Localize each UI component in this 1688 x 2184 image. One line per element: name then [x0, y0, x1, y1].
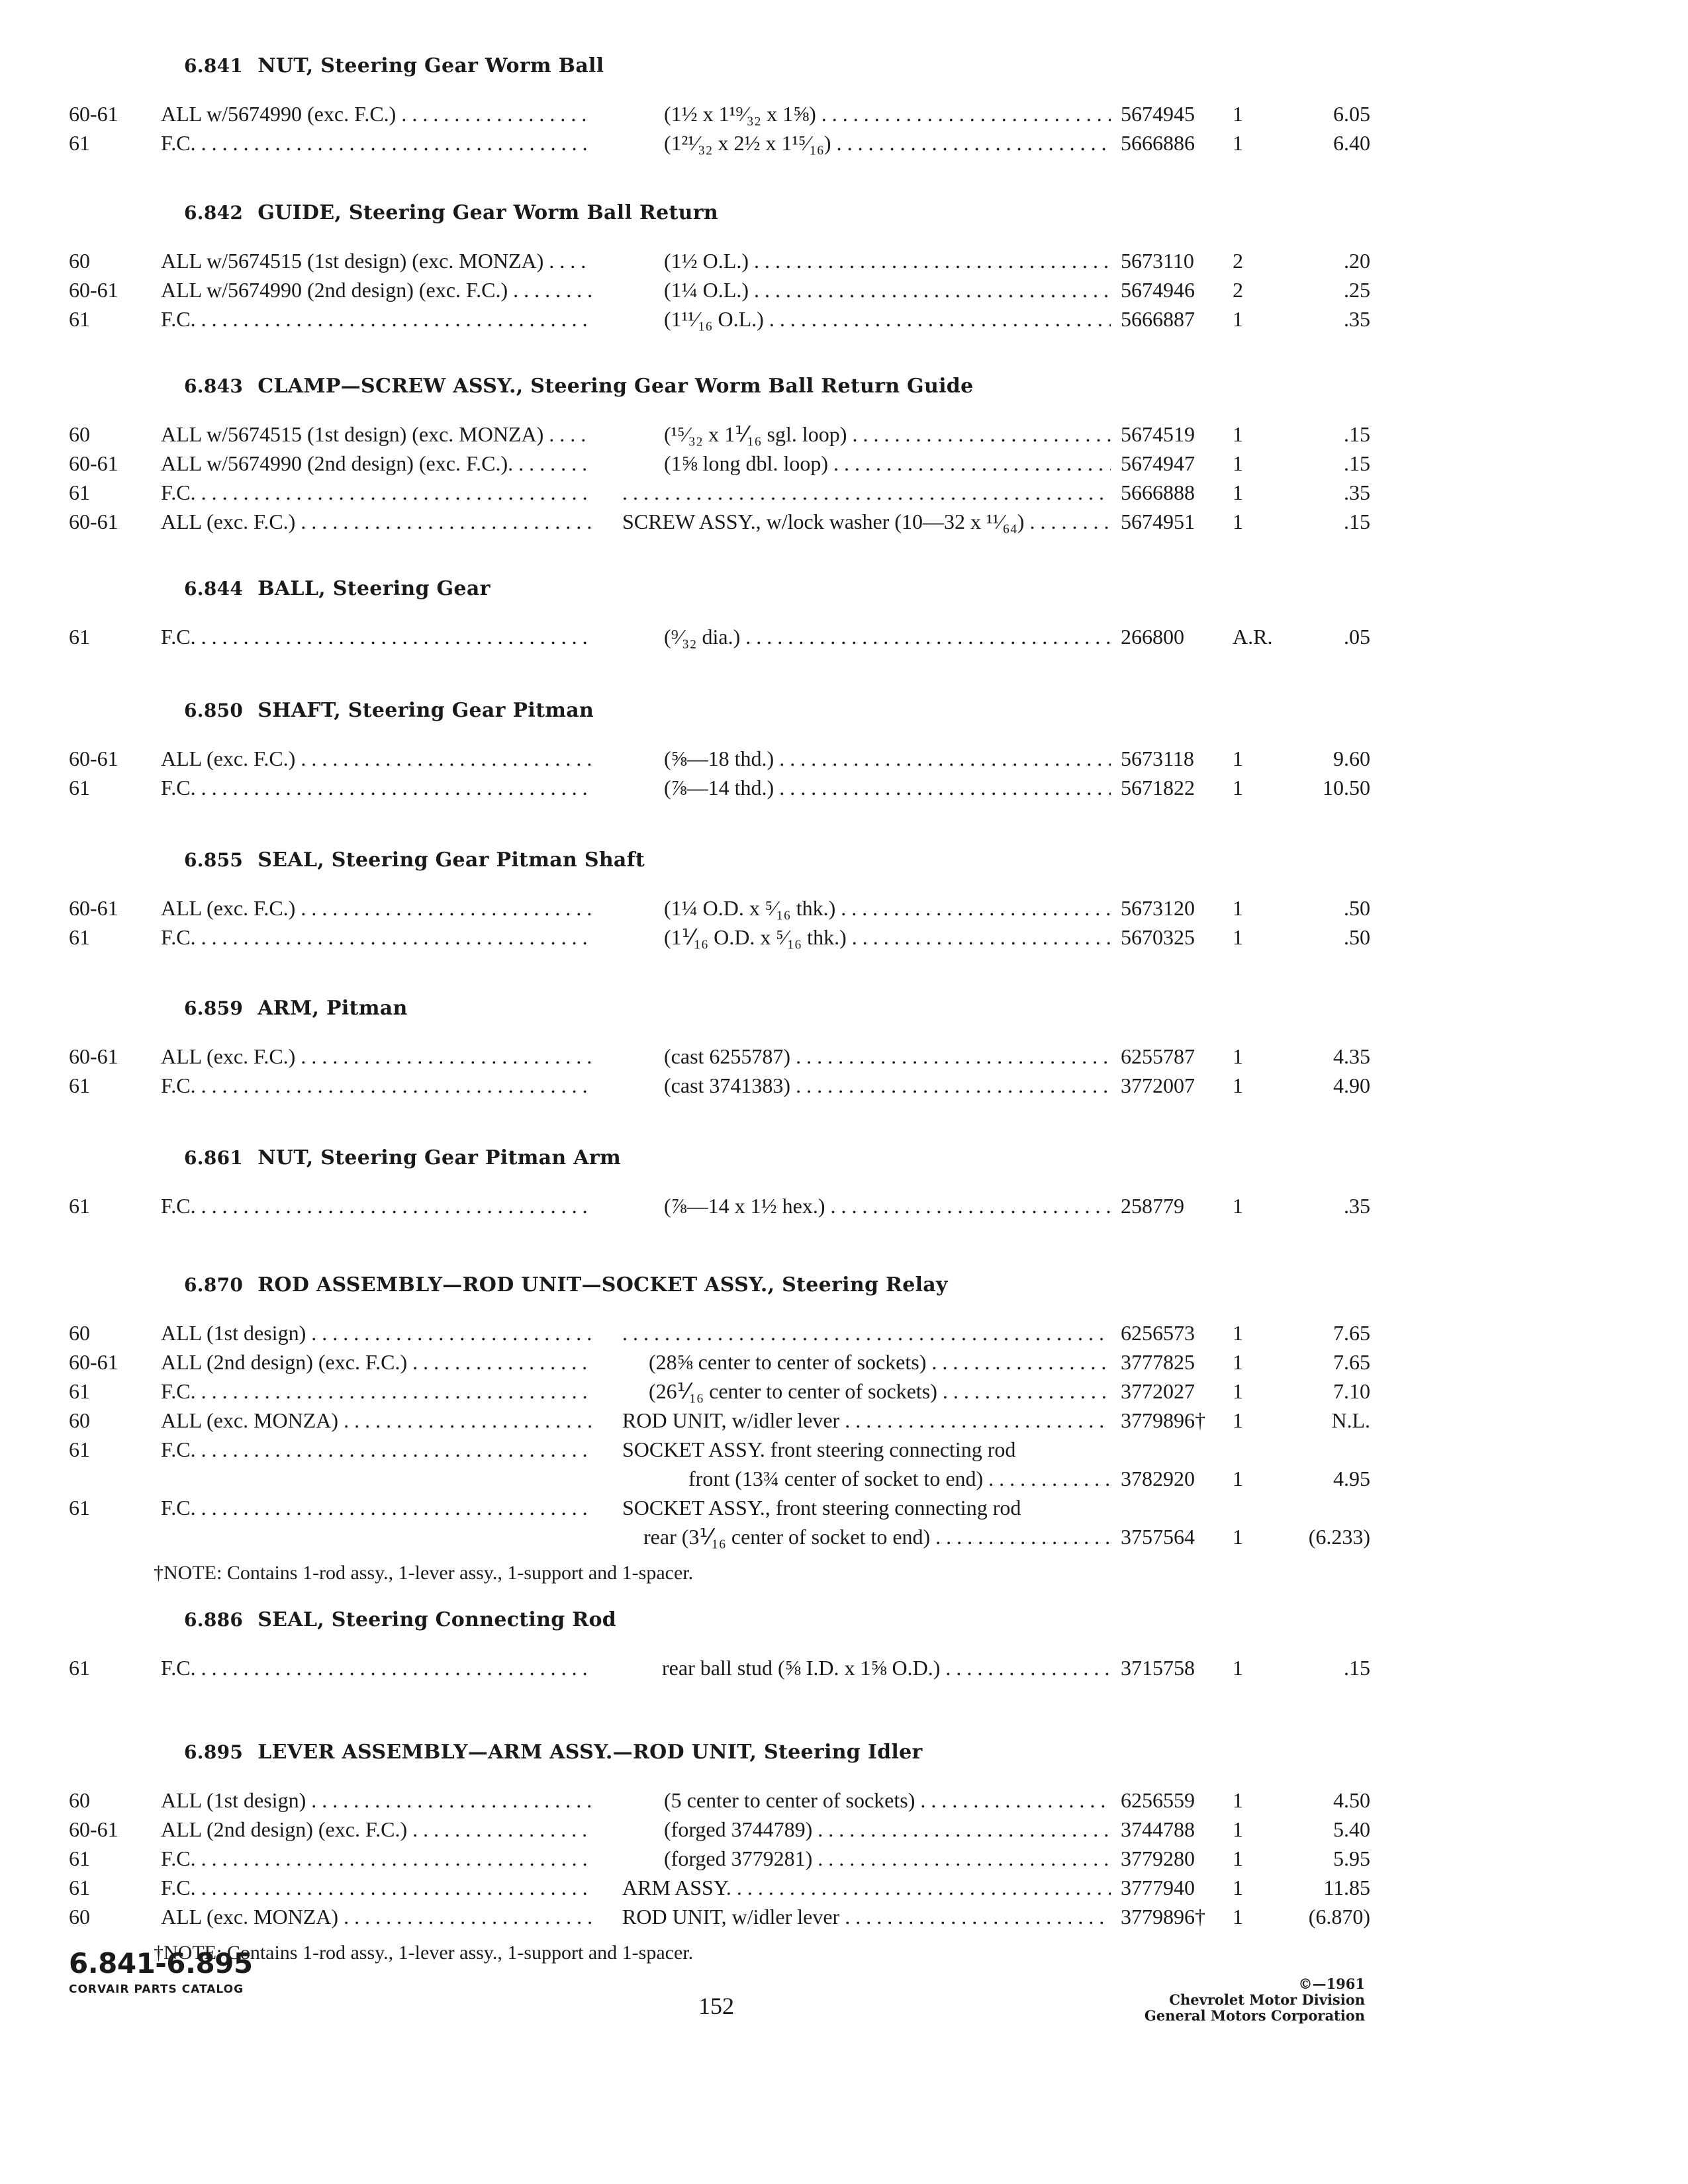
part-number-cell: 3779896† — [1121, 1905, 1205, 1929]
price-cell: 4.50 — [1333, 1788, 1370, 1812]
part-row — [0, 1816, 1688, 1845]
description-cell: SOCKET ASSY., front steering connecting rod — [622, 1496, 1021, 1520]
year-cell: 60-61 — [69, 278, 118, 302]
part-row — [0, 1072, 1688, 1101]
quantity-cell: 1 — [1233, 480, 1243, 504]
quantity-cell: 1 — [1233, 307, 1243, 331]
quantity-cell: 1 — [1233, 1379, 1243, 1403]
application-cell: F.C. . . . — [161, 130, 591, 156]
application-cell: F.C. . . . — [161, 306, 591, 332]
application-cell: ALL (exc. F.C.) . . . — [161, 508, 591, 535]
part-number-cell: 5674951 — [1121, 510, 1195, 533]
application-cell: F.C. . . . — [161, 623, 591, 650]
section-number: 6.895 — [184, 1741, 244, 1763]
part-number-cell: 3757564 — [1121, 1525, 1195, 1549]
part-number-cell: 5674946 — [1121, 278, 1195, 302]
part-number-cell: 3777940 — [1121, 1876, 1195, 1899]
year-cell: 61 — [69, 1379, 90, 1403]
part-row — [0, 1655, 1688, 1684]
year-cell: 61 — [69, 480, 90, 504]
application-cell: F.C. . . . — [161, 1655, 591, 1681]
description-cell: (forged 3744789) . . . — [664, 1816, 1111, 1843]
quantity-cell: 1 — [1233, 925, 1243, 949]
application-cell: ALL (exc. F.C.) . . . — [161, 745, 591, 772]
part-number-cell: 6256559 — [1121, 1788, 1195, 1812]
description-cell: (1½ x 1¹⁹⁄₃₂ x 1⅝) . . . — [664, 101, 1111, 127]
section-heading — [184, 577, 491, 600]
year-cell: 61 — [69, 925, 90, 949]
page-number: 152 — [698, 1993, 734, 2019]
section-title: SHAFT, Steering Gear Pitman — [258, 699, 594, 722]
section-heading — [184, 848, 645, 872]
part-row — [0, 1043, 1688, 1072]
part-row — [0, 508, 1688, 537]
application-cell: ALL w/5674990 (exc. F.C.) . . . — [161, 101, 591, 127]
description-cell: (⅞—14 x 1½ hex.) . . . — [664, 1193, 1111, 1219]
quantity-cell: 1 — [1233, 1350, 1243, 1374]
application-cell: ALL w/5674515 (1st design) (exc. MONZA) . . . — [161, 248, 591, 274]
application-cell: ALL w/5674990 (2nd design) (exc. F.C.) . . . — [161, 277, 591, 303]
section-number: 6.855 — [184, 849, 244, 871]
year-cell: 61 — [69, 1876, 90, 1899]
application-cell: ALL (exc. F.C.) . . . — [161, 895, 591, 921]
price-cell: 7.65 — [1333, 1350, 1370, 1374]
part-number-cell: 6256573 — [1121, 1321, 1195, 1345]
section-title: CLAMP—SCREW ASSY., Steering Gear Worm Ball Return Guide — [258, 375, 974, 398]
application-cell: ALL (exc. MONZA) . . . — [161, 1903, 591, 1930]
part-number-cell: 5666887 — [1121, 307, 1195, 331]
part-row — [0, 450, 1688, 479]
application-cell: ALL (1st design) . . . — [161, 1787, 591, 1813]
section-heading — [184, 997, 408, 1020]
quantity-cell: 1 — [1233, 1467, 1243, 1490]
description-cell: (1¼ O.D. x ⁵⁄₁₆ thk.) . . . — [664, 895, 1111, 921]
section-heading — [184, 1146, 621, 1169]
section-heading — [184, 1741, 923, 1764]
year-cell: 60 — [69, 1408, 90, 1432]
quantity-cell: 1 — [1233, 747, 1243, 770]
price-cell: 10.50 — [1323, 776, 1370, 799]
application-cell: F.C. . . . — [161, 924, 591, 950]
price-cell: (6.233) — [1308, 1525, 1370, 1549]
section-note: †NOTE: Contains 1-rod assy., 1-lever assy., 1-support and 1-spacer. — [154, 1562, 694, 1584]
part-number-cell: 3782920 — [1121, 1467, 1195, 1490]
application-cell: ALL (2nd design) (exc. F.C.) . . . — [161, 1349, 591, 1375]
description-cell: (⁹⁄₃₂ dia.) . . . — [664, 623, 1111, 650]
year-cell: 60 — [69, 1321, 90, 1345]
description-cell: rear (3⅟₁₆ center of socket to end) . . . — [643, 1524, 1111, 1550]
section-title: NUT, Steering Gear Pitman Arm — [258, 1146, 621, 1169]
application-cell: F.C. . . . — [161, 1494, 591, 1521]
part-row — [0, 101, 1688, 130]
part-row — [0, 1407, 1688, 1436]
part-number-cell: 5674519 — [1121, 422, 1195, 446]
section-number: 6.842 — [184, 202, 244, 224]
part-number-cell: 5673120 — [1121, 896, 1195, 920]
part-row — [0, 1436, 1688, 1465]
year-cell: 60 — [69, 249, 90, 273]
part-number-cell: 266800 — [1121, 625, 1184, 649]
price-cell: 5.95 — [1333, 1846, 1370, 1870]
part-number-cell: 3772027 — [1121, 1379, 1195, 1403]
application-cell: ALL (2nd design) (exc. F.C.) . . . — [161, 1816, 591, 1843]
price-cell: 7.65 — [1333, 1321, 1370, 1345]
part-number-cell: 5674945 — [1121, 102, 1195, 126]
price-cell: .50 — [1344, 896, 1370, 920]
quantity-cell: 1 — [1233, 1905, 1243, 1929]
section-title: BALL, Steering Gear — [258, 577, 491, 600]
section-number: 6.843 — [184, 375, 244, 397]
copyright-line: ©—1961 — [1298, 1976, 1365, 1992]
application-cell: F.C. . . . — [161, 1874, 591, 1901]
part-row — [0, 745, 1688, 774]
section-heading — [184, 375, 973, 398]
part-number-cell: 3779280 — [1121, 1846, 1195, 1870]
section-heading — [184, 1608, 616, 1631]
part-row — [0, 774, 1688, 803]
part-number-cell: 3744788 — [1121, 1817, 1195, 1841]
description-cell: (⅞—14 thd.) . . . — [664, 774, 1111, 801]
quantity-cell: 1 — [1233, 131, 1243, 155]
year-cell: 60-61 — [69, 1817, 118, 1841]
footer-section-range: 6.841-6.895 — [69, 1947, 253, 1979]
description-cell: (26⅟₁₆ center to center of sockets) . . . — [649, 1378, 1111, 1404]
part-row — [0, 421, 1688, 450]
price-cell: 4.95 — [1333, 1467, 1370, 1490]
price-cell: 4.90 — [1333, 1073, 1370, 1097]
section-heading — [184, 201, 718, 224]
section-number: 6.844 — [184, 578, 244, 600]
application-cell: F.C. . . . — [161, 774, 591, 801]
year-cell: 60-61 — [69, 102, 118, 126]
section-title: LEVER ASSEMBLY—ARM ASSY.—ROD UNIT, Steering Idler — [258, 1741, 923, 1764]
part-number-cell: 5670325 — [1121, 925, 1195, 949]
part-row — [0, 1787, 1688, 1816]
price-cell: 6.05 — [1333, 102, 1370, 126]
year-cell: 61 — [69, 1073, 90, 1097]
price-cell: 6.40 — [1333, 131, 1370, 155]
section-note: †NOTE: Contains 1-rod assy., 1-lever assy., 1-support and 1-spacer. — [154, 1942, 694, 1964]
section-number: 6.859 — [184, 997, 244, 1019]
part-row — [0, 1494, 1688, 1524]
description-cell: (1²¹⁄₃₂ x 2½ x 1¹⁵⁄₁₆) . . . — [664, 130, 1111, 156]
part-row — [0, 1378, 1688, 1407]
quantity-cell: 1 — [1233, 1525, 1243, 1549]
part-number-cell: 3779896† — [1121, 1408, 1205, 1432]
part-row — [0, 623, 1688, 653]
quantity-cell: 1 — [1233, 102, 1243, 126]
section-title: ARM, Pitman — [258, 997, 408, 1020]
description-cell: (forged 3779281) . . . — [664, 1845, 1111, 1872]
application-cell: F.C. . . . — [161, 479, 591, 506]
part-number-cell: 5673110 — [1121, 249, 1194, 273]
part-row — [0, 130, 1688, 159]
part-row — [0, 895, 1688, 924]
year-cell: 61 — [69, 1437, 90, 1461]
year-cell: 60 — [69, 1905, 90, 1929]
quantity-cell: 1 — [1233, 776, 1243, 799]
part-number-cell: 5671822 — [1121, 776, 1195, 799]
section-number: 6.861 — [184, 1147, 244, 1169]
application-cell: F.C. . . . — [161, 1072, 591, 1099]
application-cell: ALL (exc. MONZA) . . . — [161, 1407, 591, 1433]
application-cell: F.C. . . . — [161, 1193, 591, 1219]
description-cell: (1¼ O.L.) . . . — [664, 277, 1111, 303]
part-number-cell: 3772007 — [1121, 1073, 1195, 1097]
part-row — [0, 306, 1688, 335]
section-number: 6.841 — [184, 55, 244, 77]
description-cell: front (13¾ center of socket to end) . . . — [688, 1465, 1111, 1492]
part-row — [0, 248, 1688, 277]
year-cell: 61 — [69, 1496, 90, 1520]
section-heading — [184, 54, 604, 77]
description-cell — [622, 479, 1111, 506]
description-cell: SOCKET ASSY. front steering connecting rod — [622, 1437, 1016, 1461]
part-row — [0, 1349, 1688, 1378]
part-row — [0, 924, 1688, 953]
part-number-cell: 5674947 — [1121, 451, 1195, 475]
part-row — [0, 1874, 1688, 1903]
description-cell: (⅝—18 thd.) . . . — [664, 745, 1111, 772]
quantity-cell: 1 — [1233, 510, 1243, 533]
year-cell: 60 — [69, 1788, 90, 1812]
quantity-cell: 1 — [1233, 451, 1243, 475]
part-number-cell: 5673118 — [1121, 747, 1194, 770]
quantity-cell: A.R. — [1233, 625, 1273, 649]
price-cell: .15 — [1344, 422, 1370, 446]
year-cell: 61 — [69, 776, 90, 799]
part-row — [0, 1193, 1688, 1222]
part-number-cell: 3777825 — [1121, 1350, 1195, 1374]
year-cell: 60 — [69, 422, 90, 446]
description-cell: SCREW ASSY., w/lock washer (10—32 x ¹¹⁄₆₄) . . . — [622, 508, 1111, 535]
section-number: 6.886 — [184, 1609, 244, 1631]
copyright-line: General Motors Corporation — [1144, 2007, 1365, 2024]
price-cell: 7.10 — [1333, 1379, 1370, 1403]
section-title: SEAL, Steering Gear Pitman Shaft — [258, 848, 645, 872]
part-number-cell: 3715758 — [1121, 1656, 1195, 1680]
section-number: 6.850 — [184, 700, 244, 721]
quantity-cell: 1 — [1233, 422, 1243, 446]
year-cell: 60-61 — [69, 451, 118, 475]
part-row — [0, 277, 1688, 306]
quantity-cell: 1 — [1233, 1656, 1243, 1680]
description-cell: (28⅝ center to center of sockets) . . . — [649, 1349, 1111, 1375]
copyright-block — [1145, 1976, 1365, 2024]
description-cell: (1⅟₁₆ O.D. x ⁵⁄₁₆ thk.) . . . — [664, 924, 1111, 950]
quantity-cell: 1 — [1233, 1044, 1243, 1068]
description-cell: ARM ASSY. . . . — [622, 1874, 1111, 1901]
quantity-cell: 1 — [1233, 1408, 1243, 1432]
year-cell: 61 — [69, 625, 90, 649]
application-cell: ALL w/5674515 (1st design) (exc. MONZA) . . . — [161, 421, 591, 447]
price-cell: 5.40 — [1333, 1817, 1370, 1841]
part-row — [0, 1320, 1688, 1349]
description-cell: (¹⁵⁄₃₂ x 1⅟₁₆ sgl. loop) . . . — [664, 421, 1111, 447]
description-cell: (1⅝ long dbl. loop) . . . — [664, 450, 1111, 477]
application-cell: F.C. . . . — [161, 1436, 591, 1463]
price-cell: .15 — [1344, 510, 1370, 533]
price-cell: N.L. — [1331, 1408, 1370, 1432]
year-cell: 61 — [69, 1656, 90, 1680]
price-cell: .15 — [1344, 1656, 1370, 1680]
price-cell: 4.35 — [1333, 1044, 1370, 1068]
quantity-cell: 1 — [1233, 1073, 1243, 1097]
part-row — [0, 1845, 1688, 1874]
section-heading — [184, 699, 594, 722]
year-cell: 60-61 — [69, 1350, 118, 1374]
application-cell: ALL (1st design) . . . — [161, 1320, 591, 1346]
part-row — [0, 1524, 1688, 1553]
description-cell: ROD UNIT, w/idler lever . . . — [622, 1407, 1111, 1433]
quantity-cell: 1 — [1233, 1788, 1243, 1812]
part-row — [0, 1903, 1688, 1933]
quantity-cell: 1 — [1233, 1846, 1243, 1870]
part-row — [0, 1465, 1688, 1494]
quantity-cell: 1 — [1233, 1876, 1243, 1899]
price-cell: .35 — [1344, 307, 1370, 331]
application-cell: F.C. . . . — [161, 1378, 591, 1404]
price-cell: .20 — [1344, 249, 1370, 273]
description-cell: (1½ O.L.) . . . — [664, 248, 1111, 274]
section-number: 6.870 — [184, 1274, 244, 1296]
section-title: SEAL, Steering Connecting Rod — [258, 1608, 617, 1631]
part-number-cell: 258779 — [1121, 1194, 1184, 1218]
year-cell: 60-61 — [69, 510, 118, 533]
price-cell: .25 — [1344, 278, 1370, 302]
copyright-line: Chevrolet Motor Division — [1169, 1991, 1365, 2008]
description-cell: ROD UNIT, w/idler lever . . . — [622, 1903, 1111, 1930]
part-row — [0, 479, 1688, 508]
section-title: NUT, Steering Gear Worm Ball — [258, 54, 604, 77]
application-cell: ALL (exc. F.C.) . . . — [161, 1043, 591, 1069]
price-cell: .50 — [1344, 925, 1370, 949]
price-cell: .05 — [1344, 625, 1370, 649]
quantity-cell: 1 — [1233, 896, 1243, 920]
quantity-cell: 1 — [1233, 1194, 1243, 1218]
description-cell: (5 center to center of sockets) . . . — [664, 1787, 1111, 1813]
price-cell: .15 — [1344, 451, 1370, 475]
section-title: ROD ASSEMBLY—ROD UNIT—SOCKET ASSY., Steering Relay — [258, 1273, 948, 1297]
quantity-cell: 2 — [1233, 278, 1243, 302]
quantity-cell: 1 — [1233, 1321, 1243, 1345]
quantity-cell: 2 — [1233, 249, 1243, 273]
year-cell: 60-61 — [69, 896, 118, 920]
year-cell: 61 — [69, 1194, 90, 1218]
description-cell: rear ball stud (⅝ I.D. x 1⅝ O.D.) . . . — [662, 1655, 1111, 1681]
part-number-cell: 5666888 — [1121, 480, 1195, 504]
year-cell: 61 — [69, 1846, 90, 1870]
application-cell: F.C. . . . — [161, 1845, 591, 1872]
price-cell: 9.60 — [1333, 747, 1370, 770]
year-cell: 61 — [69, 307, 90, 331]
description-cell: (cast 6255787) . . . — [664, 1043, 1111, 1069]
quantity-cell: 1 — [1233, 1817, 1243, 1841]
part-number-cell: 5666886 — [1121, 131, 1195, 155]
price-cell: 11.85 — [1323, 1876, 1370, 1899]
description-cell — [622, 1320, 1111, 1346]
year-cell: 61 — [69, 131, 90, 155]
part-number-cell: 6255787 — [1121, 1044, 1195, 1068]
section-title: GUIDE, Steering Gear Worm Ball Return — [258, 201, 718, 224]
description-cell: (cast 3741383) . . . — [664, 1072, 1111, 1099]
year-cell: 60-61 — [69, 1044, 118, 1068]
description-cell: (1¹¹⁄₁₆ O.L.) . . . — [664, 306, 1111, 332]
price-cell: .35 — [1344, 480, 1370, 504]
year-cell: 60-61 — [69, 747, 118, 770]
section-heading — [184, 1273, 948, 1297]
price-cell: (6.870) — [1308, 1905, 1370, 1929]
price-cell: .35 — [1344, 1194, 1370, 1218]
application-cell: ALL w/5674990 (2nd design) (exc. F.C.). . . . — [161, 450, 591, 477]
footer-catalog-title: CORVAIR PARTS CATALOG — [69, 1983, 244, 1996]
